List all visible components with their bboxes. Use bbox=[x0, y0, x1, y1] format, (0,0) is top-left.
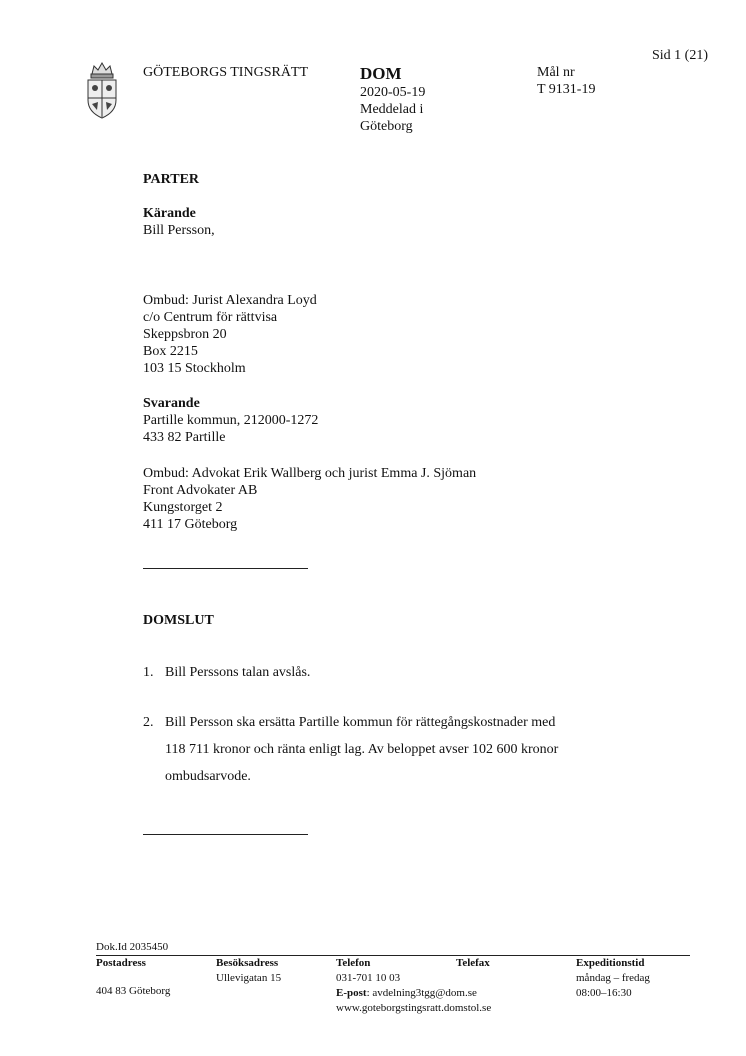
domslut-item-text: Bill Perssons talan avslås. bbox=[165, 665, 311, 680]
karande-ombud-line: Box 2215 bbox=[143, 344, 198, 359]
divider-line bbox=[143, 568, 308, 569]
dok-id: Dok.Id 2035450 bbox=[96, 941, 169, 953]
domslut-item-number: 1. bbox=[143, 665, 154, 680]
telefon: 031-701 10 03 bbox=[336, 972, 401, 984]
svarande-line: Partille kommun, 212000-1272 bbox=[143, 413, 319, 428]
karande-name: Bill Persson, bbox=[143, 223, 215, 238]
divider-line bbox=[143, 834, 308, 835]
website-link[interactable]: www.goteborgstingsratt.domstol.se bbox=[336, 1002, 492, 1014]
telefon-label: Telefon bbox=[336, 957, 371, 969]
besoksadress: Ullevigatan 15 bbox=[216, 972, 282, 984]
epost-row bbox=[336, 987, 491, 1000]
svarande-ombud-line: Kungstorget 2 bbox=[143, 500, 223, 515]
footer-rule bbox=[96, 955, 690, 956]
karande-ombud-line: c/o Centrum för rättvisa bbox=[143, 310, 278, 325]
court-name: GÖTEBORGS TINGSRÄTT bbox=[143, 65, 309, 80]
besoksadress-label: Besöksadress bbox=[216, 957, 279, 969]
postadress-label: Postadress bbox=[96, 957, 146, 969]
karande-ombud-line: 103 15 Stockholm bbox=[143, 361, 246, 376]
epost-link[interactable]: : avdelning3tgg@dom.se bbox=[366, 987, 477, 999]
telefax-label: Telefax bbox=[456, 957, 490, 969]
postadress: 404 83 Göteborg bbox=[96, 985, 171, 997]
delivered-place: Göteborg bbox=[360, 119, 413, 134]
karande-ombud-line: Skeppsbron 20 bbox=[143, 327, 227, 342]
domslut-item-text: ombudsarvode. bbox=[165, 769, 251, 784]
parter-heading: PARTER bbox=[143, 172, 200, 187]
case-number: T 9131-19 bbox=[537, 82, 596, 97]
domslut-heading: DOMSLUT bbox=[143, 613, 214, 628]
karande-ombud-line: Ombud: Jurist Alexandra Loyd bbox=[143, 293, 317, 308]
svarande-heading: Svarande bbox=[143, 396, 200, 411]
karande-heading: Kärande bbox=[143, 206, 196, 221]
doc-type: DOM bbox=[360, 64, 402, 83]
svarande-ombud-line: 411 17 Göteborg bbox=[143, 517, 238, 532]
delivered-label: Meddelad i bbox=[360, 102, 424, 117]
domslut-item-number: 2. bbox=[143, 715, 154, 730]
expeditionstid-hours: 08:00–16:30 bbox=[576, 987, 632, 999]
page-number: Sid 1 (21) bbox=[652, 48, 708, 63]
doc-date: 2020-05-19 bbox=[360, 85, 426, 100]
svarande-ombud-line: Front Advokater AB bbox=[143, 483, 258, 498]
court-seal-icon bbox=[84, 60, 120, 122]
case-label: Mål nr bbox=[537, 65, 575, 80]
svarande-ombud-line: Ombud: Advokat Erik Wallberg och jurist Emma J. Sjöman bbox=[143, 466, 477, 481]
expeditionstid-days: måndag – fredag bbox=[576, 972, 650, 984]
epost-label: E-post bbox=[336, 987, 367, 999]
domslut-item-text: 118 711 kronor och ränta enligt lag. Av beloppet avser 102 600 kronor bbox=[165, 742, 559, 757]
svarande-line: 433 82 Partille bbox=[143, 430, 226, 445]
domslut-item-text: Bill Persson ska ersätta Partille kommun för rättegångskostnader med bbox=[165, 715, 556, 730]
expeditionstid-label: Expeditionstid bbox=[576, 957, 645, 969]
